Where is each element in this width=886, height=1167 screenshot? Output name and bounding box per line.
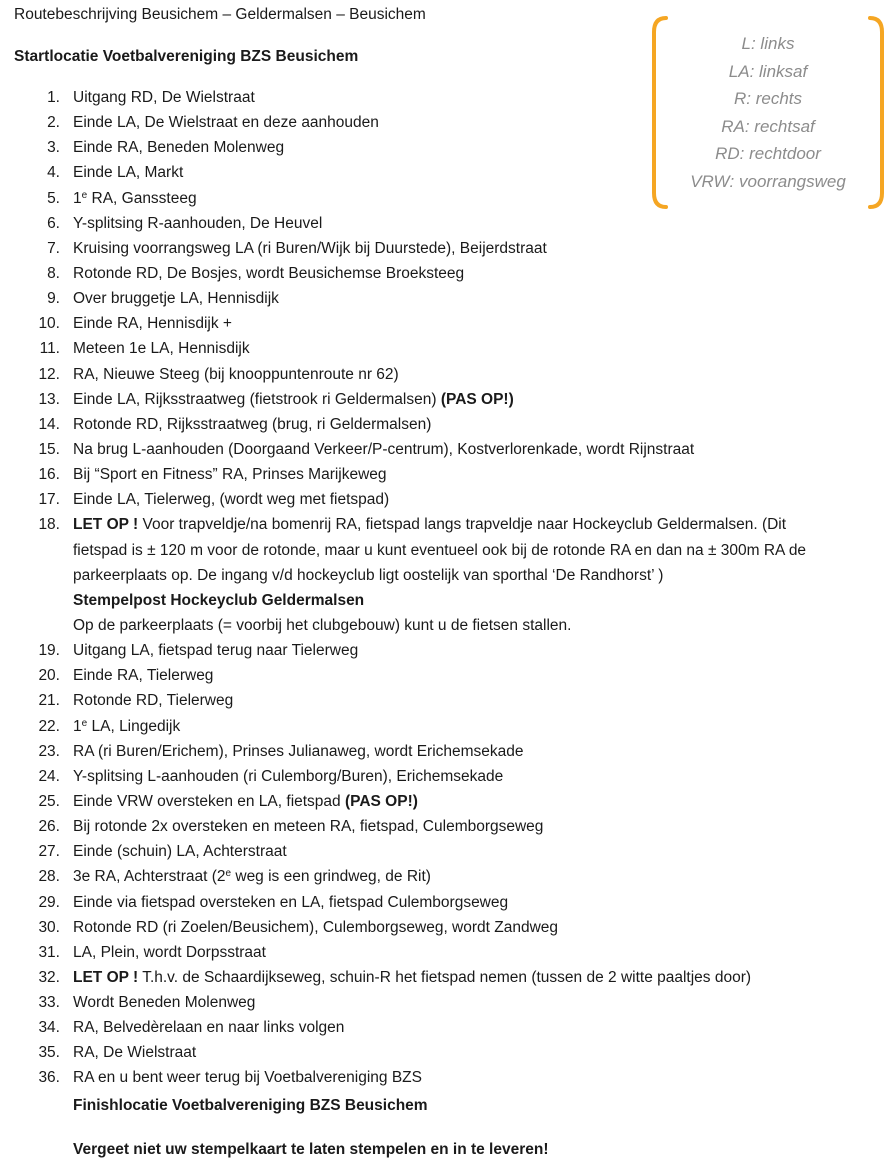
step-number: 28. <box>38 868 60 886</box>
step-instruction: Bij “Sport en Fitness” RA, Prinses Marijkeweg <box>73 466 387 484</box>
legend-item: RD: rechtdoor <box>715 144 821 164</box>
step-continuation <box>0 613 886 638</box>
step-number: 16. <box>38 466 60 484</box>
route-step <box>0 286 886 311</box>
step-number: 15. <box>38 440 60 458</box>
step-number: 1. <box>47 89 60 106</box>
route-step <box>0 160 886 185</box>
step-instruction-rest: RA, Ganssteeg <box>87 189 197 207</box>
route-step <box>0 85 886 110</box>
step-instruction: Einde LA, De Wielstraat en deze aanhouden <box>73 114 379 132</box>
step-number: 19. <box>38 642 60 660</box>
step-instruction: Rotonde RD, Tielerweg <box>73 692 234 710</box>
step-text <box>73 311 232 336</box>
step-number: 36. <box>38 1069 60 1087</box>
route-step <box>0 110 886 135</box>
step-number: 31. <box>38 943 60 961</box>
step-text <box>73 487 389 512</box>
step-text <box>73 1040 196 1065</box>
step-number: 24. <box>38 767 60 785</box>
ordinal-suffix: e <box>225 868 232 880</box>
parking-note: Op de parkeerplaats (= voorbij het clubgebouw) kunt u de fietsen stallen. <box>73 616 572 634</box>
step-continuation-text: parkeerplaats op. De ingang v/d hockeyclub ligt oostelijk van sporthal ‘De Randhorst’ ) <box>73 566 664 584</box>
step-number: 35. <box>38 1044 60 1062</box>
route-step <box>0 789 886 814</box>
legend-item: RA: rechtsaf <box>721 116 815 136</box>
step-text <box>73 739 524 764</box>
step-continuation-text: fietspad is ± 120 m voor de rotonde, maar u kunt eventueel ook bij de rotonde RA en dan na ± 300m RA de <box>73 541 807 559</box>
route-step <box>0 890 886 915</box>
step-text <box>73 110 379 135</box>
step-text <box>73 211 322 236</box>
step-number: 14. <box>38 415 60 433</box>
step-instruction: LA, Plein, wordt Dorpsstraat <box>73 943 266 961</box>
step-text <box>73 85 255 110</box>
step-instruction: Einde RA, Hennisdijk + <box>73 315 232 333</box>
route-step <box>0 186 886 211</box>
step-number: 6. <box>47 214 60 232</box>
step-number: 27. <box>38 843 60 861</box>
route-step <box>0 714 886 739</box>
step-text <box>73 362 399 387</box>
step-number: 25. <box>38 792 60 810</box>
step-number: 8. <box>47 264 60 282</box>
step-text <box>73 135 284 160</box>
step-text <box>73 236 547 261</box>
step-text <box>73 965 751 990</box>
step-text <box>73 990 255 1015</box>
step-instruction: Einde RA, Beneden Molenweg <box>73 139 285 157</box>
step-text <box>73 915 558 940</box>
step-number: 2. <box>47 114 60 132</box>
route-step <box>0 437 886 462</box>
step-instruction: RA, Nieuwe Steeg (bij knooppuntenroute nr 62) <box>73 365 399 383</box>
step-number: 11. <box>39 340 60 358</box>
route-step <box>0 512 886 537</box>
step-instruction: Einde LA, Tielerweg, (wordt weg met fietspad) <box>73 491 390 509</box>
step-number: 4. <box>47 164 60 182</box>
legend-item: L: links <box>741 34 795 53</box>
caution-label: (PAS OP!) <box>344 792 418 810</box>
step-instruction: Bij rotonde 2x oversteken en meteen RA, fietspad, Culemborgseweg <box>73 818 544 836</box>
route-step <box>0 236 886 261</box>
step-instruction: Kruising voorrangsweg LA (ri Buren/Wijk bij Duurstede), Beijerdstraat <box>73 239 547 257</box>
route-step <box>0 1015 886 1040</box>
step-instruction: Y-splitsing L-aanhouden (ri Culemborg/Buren), Erichemsekade <box>73 767 504 785</box>
step-instruction: Rotonde RD, Rijksstraatweg (brug, ri Geldermalsen) <box>73 415 432 433</box>
step-text <box>73 437 694 462</box>
route-step <box>0 739 886 764</box>
step-instruction: Uitgang RD, De Wielstraat <box>73 89 255 106</box>
route-step <box>0 764 886 789</box>
route-step <box>0 965 886 990</box>
route-step <box>0 412 886 437</box>
step-number: 23. <box>38 742 60 760</box>
step-instruction: 1 <box>73 717 82 735</box>
step-text <box>73 412 431 437</box>
step-number: 21. <box>38 692 60 710</box>
route-step <box>0 362 886 387</box>
step-text <box>73 512 786 537</box>
step-number: 29. <box>38 893 60 911</box>
step-instruction: Na brug L-aanhouden (Doorgaand Verkeer/P-centrum), Kostverlorenkade, wordt Rijnstraat <box>73 440 695 458</box>
route-step <box>0 462 886 487</box>
step-number: 10. <box>38 315 60 333</box>
step-number: 5. <box>47 189 60 207</box>
route-step <box>0 336 886 361</box>
step-instruction: RA, De Wielstraat <box>73 1044 197 1062</box>
step-number: 30. <box>38 918 60 936</box>
step-number: 26. <box>38 818 60 836</box>
step-text <box>73 814 543 839</box>
step-continuation <box>0 538 886 563</box>
step-instruction: Rotonde RD (ri Zoelen/Beusichem), Culemborgseweg, wordt Zandweg <box>73 918 559 936</box>
step-instruction: RA (ri Buren/Erichem), Prinses Julianaweg, wordt Erichemsekade <box>73 742 524 760</box>
step-text <box>73 1015 344 1040</box>
step-instruction: Wordt Beneden Molenweg <box>73 994 256 1012</box>
step-number: 34. <box>38 1019 60 1037</box>
route-step <box>0 663 886 688</box>
route-step <box>0 261 886 286</box>
route-step <box>0 211 886 236</box>
step-text <box>73 186 197 211</box>
step-instruction: Over bruggetje LA, Hennisdijk <box>73 290 279 308</box>
route-step <box>0 915 886 940</box>
step-instruction: Einde LA, Rijksstraatweg (fietstrook ri Geldermalsen) <box>73 390 441 408</box>
step-number: 18. <box>38 516 60 534</box>
legend-item: R: rechts <box>733 89 803 109</box>
route-step <box>0 638 886 663</box>
document-title: Routebeschrijving Beusichem – Geldermalsen – Beusichem <box>14 6 426 23</box>
start-location: Startlocatie Voetbalvereniging BZS Beusichem <box>14 48 359 65</box>
route-step <box>0 311 886 336</box>
step-number: 33. <box>38 994 60 1012</box>
step-number: 22. <box>38 717 60 735</box>
step-text <box>73 714 180 739</box>
step-instruction: 1 <box>73 189 82 207</box>
step-text <box>73 940 266 965</box>
checkpoint-label: Stempelpost Hockeyclub Geldermalsen <box>73 591 365 609</box>
step-text <box>73 688 233 713</box>
route-step <box>0 688 886 713</box>
step-text <box>73 462 387 487</box>
step-number: 12. <box>38 365 60 383</box>
warning-label: LET OP ! <box>73 968 139 986</box>
step-instruction: Voor trapveldje/na bomenrij RA, fietspad langs trapveldje naar Hockeyclub Geldermalsen. (Dit <box>138 516 787 534</box>
step-instruction: RA, Belvedèrelaan en naar links volgen <box>73 1019 345 1037</box>
step-number: 32. <box>38 968 60 986</box>
step-text <box>73 286 279 311</box>
closing-note: Vergeet niet uw stempelkaart te laten stempelen en in te leveren! <box>73 1141 549 1158</box>
step-text <box>73 890 508 915</box>
step-instruction: Einde via fietspad oversteken en LA, fietspad Culemborgseweg <box>73 893 509 911</box>
legend-item: LA: linksaf <box>728 61 808 81</box>
warning-label: LET OP ! <box>73 516 139 534</box>
route-step <box>0 1065 886 1090</box>
step-instruction: T.h.v. de Schaardijkseweg, schuin-R het fietspad nemen (tussen de 2 witte paaltjes door) <box>138 968 752 986</box>
caution-label: (PAS OP!) <box>440 390 514 408</box>
route-step <box>0 940 886 965</box>
step-text <box>73 336 250 361</box>
step-instruction: Rotonde RD, De Bosjes, wordt Beusichemse Broeksteeg <box>73 264 465 282</box>
route-step <box>0 864 886 889</box>
route-step <box>0 1040 886 1065</box>
step-text <box>73 261 464 286</box>
step-instruction: Meteen 1e LA, Hennisdijk <box>73 340 250 358</box>
finish-location: Finishlocatie Voetbalvereniging BZS Beusichem <box>73 1097 428 1114</box>
route-step <box>0 839 886 864</box>
step-text <box>73 864 431 889</box>
step-instruction: Einde VRW oversteken en LA, fietspad <box>73 792 345 810</box>
step-number: 9. <box>47 290 60 308</box>
ordinal-suffix: e <box>81 189 88 201</box>
step-instruction: Y-splitsing R-aanhouden, De Heuvel <box>73 214 323 232</box>
step-instruction-rest: weg is een grindweg, de Rit) <box>231 868 431 886</box>
checkpoint <box>0 588 886 613</box>
step-number: 3. <box>47 139 60 157</box>
step-instruction-rest: LA, Lingedijk <box>87 717 181 735</box>
route-step <box>0 487 886 512</box>
step-text <box>73 663 213 688</box>
step-instruction: Einde (schuin) LA, Achterstraat <box>73 843 287 861</box>
step-text <box>73 387 514 412</box>
step-text <box>73 839 287 864</box>
route-step <box>0 387 886 412</box>
step-instruction: RA en u bent weer terug bij Voetbalvereniging BZS <box>73 1069 422 1087</box>
step-instruction: Einde LA, Markt <box>73 164 184 182</box>
step-number: 20. <box>38 667 60 685</box>
step-text <box>73 160 183 185</box>
route-step <box>0 814 886 839</box>
step-number: 7. <box>47 239 60 257</box>
step-instruction: 3e RA, Achterstraat (2 <box>73 868 226 886</box>
step-number: 13. <box>38 390 60 408</box>
step-text <box>73 1065 422 1090</box>
route-step <box>0 135 886 160</box>
ordinal-suffix: e <box>81 717 88 729</box>
step-instruction: Uitgang LA, fietspad terug naar Tielerweg <box>73 642 359 660</box>
route-steps-list <box>0 85 886 1091</box>
route-step <box>0 990 886 1015</box>
step-text <box>73 638 358 663</box>
step-instruction: Einde RA, Tielerweg <box>73 667 214 685</box>
step-number: 17. <box>38 491 60 509</box>
step-continuation <box>0 563 886 588</box>
step-text <box>73 789 418 814</box>
step-text <box>73 764 503 789</box>
legend-item: VRW: voorrangsweg <box>690 171 846 191</box>
